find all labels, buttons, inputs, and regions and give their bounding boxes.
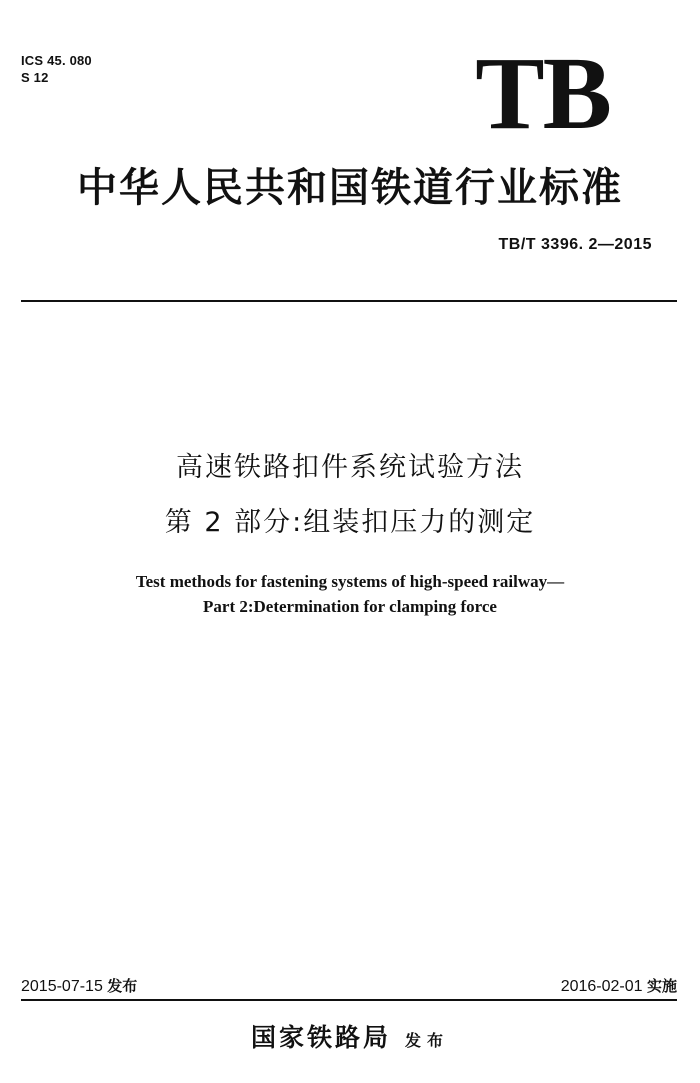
effective-label: 实施 [646,977,677,995]
issue-date: 2015-07-15 [21,978,103,995]
document-title-cn-line2: 第 2 部分:组装扣压力的测定 [164,507,536,538]
document-title-en-line1: Test methods for fastening systems of high-speed railway— [135,572,565,591]
publisher-block [0,1018,700,1054]
issue-date-block [21,975,137,996]
top-divider [21,300,677,302]
document-title-cn-line1: 高速铁路扣件系统试验方法 [176,452,524,483]
effective-date-block [561,975,677,996]
classification-codes [21,52,92,86]
ics-code: ICS 45. 080 [21,53,92,68]
class-code: S 12 [21,70,49,85]
standard-title: 中华人民共和国铁道行业标准 [77,164,623,211]
standard-number: TB/T 3396. 2—2015 [498,236,652,253]
effective-date: 2016-02-01 [560,978,643,995]
bottom-divider [21,999,677,1001]
document-title-en-line2: Part 2:Determination for clamping force [203,597,497,616]
tb-logo: TB [475,36,610,151]
publisher-action: 发布 [405,1031,450,1050]
issue-label: 发布 [107,977,138,995]
publisher-name: 国家铁路局 [250,1023,391,1052]
